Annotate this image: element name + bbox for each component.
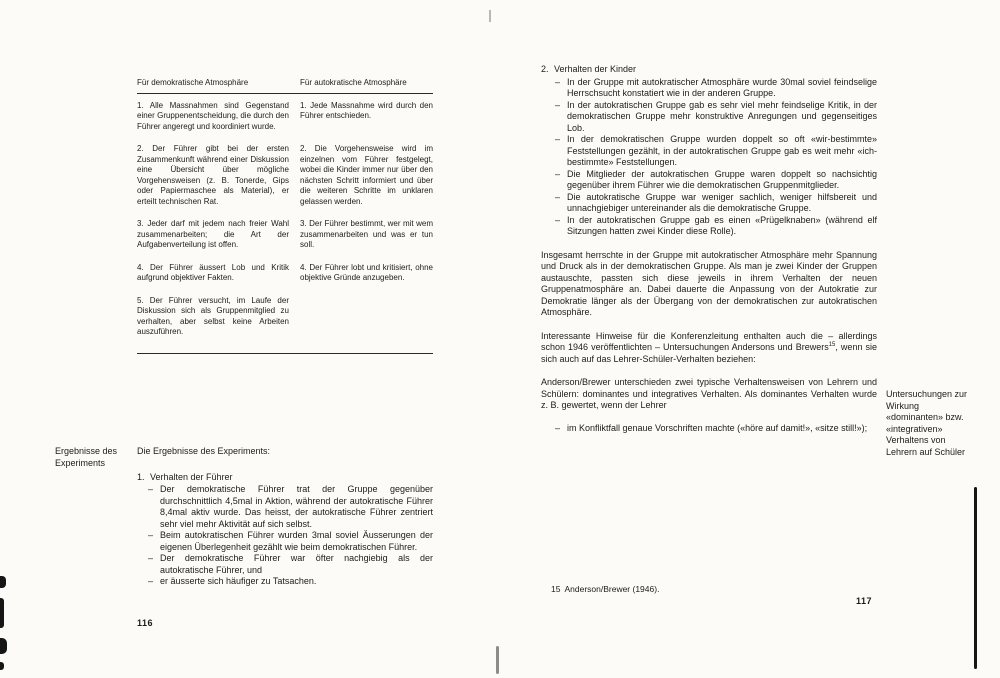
dash-bullet: – [555, 168, 561, 179]
list-item [148, 530, 433, 553]
list-item-text: Beim autokratischen Führer wurden 3mal soviel Äusserungen der eigenen Überlegenheit gezählt wie beim demokratischen Führer. [160, 530, 433, 552]
right-page-body [541, 64, 877, 434]
list-item [148, 576, 433, 588]
list-item-text: In der demokratischen Gruppe wurden doppelt so oft «wir-bestimmte» Feststellungen gezählt, in der autokratischen Gruppe gab es weit mehr «ich-bestimmte» Feststellungen. [567, 134, 877, 167]
section-number: 1. [137, 471, 145, 482]
paragraph-text: , wenn sie sich auch auf das Lehrer-Schüler-Verhalten beziehen: [541, 342, 877, 364]
results-intro: Die Ergebnisse des Experiments: [137, 446, 271, 456]
summary-paragraph: Insgesamt herrschte in der Gruppe mit autokratischer Atmosphäre mehr Spannung und Druck als in der demokratischen Gruppe. Als man je zwei Kinder der Gruppen austauschte, passten sich diese jeweils in ihrem Verhalten der neuen Gruppenatmosphäre an. Dabei dauerte die Anpassung von der Autokratie zur Demokratie länger als der Übergang von der demokratischen zur autokratischen Atmosphäre. [541, 249, 877, 317]
list-item [555, 77, 877, 100]
footnote-text: Anderson/Brewer (1946). [564, 584, 660, 594]
list-item-text: er äusserte sich häufiger zu Tatsachen. [160, 576, 317, 586]
page-number-left: 116 [137, 618, 154, 628]
left-page-body [137, 446, 433, 588]
list-item-text: Die autokratische Gruppe war weniger sachlich, weniger hilfsbereit und unnachgiebiger untereinander als die demokratische Gruppe. [567, 191, 877, 213]
table-header-row [137, 78, 433, 94]
list-item [148, 553, 433, 576]
scan-artifact-right-edge-line [974, 487, 977, 669]
anderson-brewer-intro-paragraph [541, 331, 877, 366]
list-item-text: In der autokratischen Gruppe gab es sehr viel mehr feindselige Kritik, in der demokratischen Gruppe mehr konstruktive Anregungen und gegenseitiges Lob. [567, 99, 877, 133]
section-title: Verhalten der Kinder [554, 64, 637, 74]
table-cell-democratic-3: 3. Jeder darf mit jedem nach freier Wahl zusammenarbeiten; die Art der Aufgabenverteilung ist offen. [137, 219, 289, 249]
scan-artifact-gutter-mark [496, 646, 499, 674]
dash-bullet: – [148, 553, 154, 563]
table-cell-democratic-5: 5. Der Führer versucht, im Laufe der Diskussion sich als Gruppenmitglied zu verhalten, aber selbst keine Arbeiten auszuführen. [137, 295, 289, 336]
table-body [137, 94, 433, 354]
list-item-text: Der demokratische Führer trat der Gruppe gegenüber durchschnittlich 4,5mal in Aktion, während der autokratische Führer 8,4mal aktiv wurde. Das heisst, der autokratische Führer zentriert sehr viel mehr Aktivität auf sich selbst. [160, 484, 433, 529]
table-cell-autocratic-1: 1. Jede Massnahme wird durch den Führer entschieden. [300, 100, 433, 120]
dash-bullet: – [555, 99, 561, 110]
margin-note-results: Ergebnisse des Experiments [55, 446, 118, 468]
list-item [148, 484, 433, 530]
list-item-text: In der Gruppe mit autokratischer Atmosphäre wurde 30mal soviel feindselige Herrschsucht konstatiert wie in der anderen Gruppe. [567, 76, 877, 98]
list-item-text: im Konfliktfall genaue Vorschriften machte («höre auf damit!», «sitze still!»); [567, 422, 868, 433]
dash-bullet: – [148, 576, 154, 586]
scan-artifact-left-edge-mark [0, 638, 7, 654]
dominant-integrative-paragraph: Anderson/Brewer unterschieden zwei typische Verhaltensweisen von Lehrern und Schülern: dominantes und integratives Verhalten. Als dominantes Verhalten wurde z. B. gewertet, wenn der Lehrer [541, 377, 877, 410]
table-cell-democratic-1: 1. Alle Massnahmen sind Gegenstand einer Gruppenentscheidung, die durch den Führer angeregt und koordiniert wurde. [137, 100, 289, 131]
dash-bullet: – [555, 214, 561, 225]
scan-artifact-left-edge-mark [0, 662, 4, 670]
dash-bullet: – [555, 191, 561, 202]
dash-bullet: – [555, 76, 561, 87]
footnote [551, 584, 659, 594]
section-heading-leaders [137, 472, 433, 484]
atmosphere-comparison-table [137, 78, 433, 354]
footnote-number: 15 [551, 584, 561, 594]
list-item [555, 215, 877, 238]
margin-note-teacher-studies: Untersuchungen zur Wirkung «dominanten» bzw. «integrativen» Verhaltens von Lehrern auf Schüler [886, 389, 968, 457]
column-header-autocratic: Für autokratische Atmosphäre [300, 78, 407, 87]
scan-artifact-left-edge-mark [0, 576, 6, 588]
column-header-democratic: Für demokratische Atmosphäre [137, 78, 249, 87]
list-item-text: Die Mitglieder der autokratischen Gruppe waren doppelt so nachsichtig gegenüber ihrem Führer wie die demokratischen Gruppenmitglieder. [567, 168, 877, 190]
table-cell-democratic-2: 2. Der Führer gibt bei der ersten Zusammenkunft während einer Diskussion eine Übersicht über mögliche Vorgehensweisen (z. B. Tonerde, Gips oder Papiermaschee als Material), er erteilt technischen Rat. [137, 144, 289, 206]
table-row [137, 101, 433, 133]
list-item [555, 100, 877, 135]
scan-artifact-gutter-mark [489, 10, 491, 22]
table-cell-autocratic-3: 3. Der Führer bestimmt, wer mit wem zusammenarbeiten und was er tun soll. [300, 219, 433, 249]
table-cell-autocratic-2: 2. Die Vorgehensweise wird im einzelnen vom Führer festgelegt, wobei die Kinder immer nur über den nächsten Schritt informiert und über die weiteren Schritte im unklaren gelassen werden. [300, 144, 433, 206]
leaders-bullet-list [137, 484, 433, 588]
table-cell-autocratic-4: 4. Der Führer lobt und kritisiert, ohne objektive Gründe anzugeben. [300, 262, 433, 282]
section-heading-children [541, 64, 877, 76]
list-item [555, 134, 877, 169]
table-row [137, 144, 433, 207]
list-item-text: Der demokratische Führer war öfter nachgiebig als der autokratische Führer, und [160, 553, 433, 575]
page-number-right: 117 [856, 596, 873, 606]
table-row [137, 296, 433, 338]
section-title: Verhalten der Führer [150, 471, 233, 482]
section-number: 2. [541, 64, 549, 74]
paragraph-text: Interessante Hinweise für die Konferenzleitung enthalten auch die – allerdings schon 1946 veröffentlichten – Untersuchungen Andersons und Brewers [541, 330, 877, 352]
dash-bullet: – [148, 484, 154, 494]
dash-bullet: – [148, 530, 154, 540]
children-bullet-list [541, 77, 877, 238]
table-row [137, 219, 433, 251]
table-cell-autocratic-5 [300, 296, 433, 338]
footnote-reference: 15 [828, 342, 836, 348]
table-cell-democratic-4: 4. Der Führer äussert Lob und Kritik aufgrund objektiver Fakten. [137, 262, 289, 282]
dash-bullet: – [555, 134, 561, 144]
table-row [137, 263, 433, 284]
list-item [555, 169, 877, 192]
list-item [555, 423, 877, 435]
dash-bullet: – [555, 422, 561, 433]
scan-artifact-left-edge-mark [0, 598, 4, 628]
list-item-text: In der autokratischen Gruppe gab es einen «Prügelknaben» (während elf Sitzungen hatten zwei Kinder diese Rolle). [567, 214, 877, 236]
list-item [555, 192, 877, 215]
